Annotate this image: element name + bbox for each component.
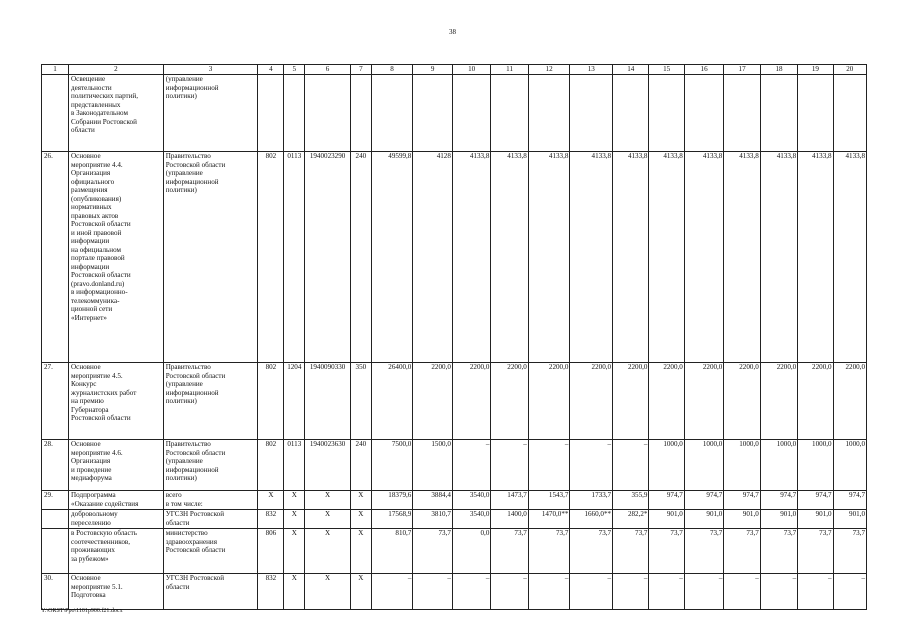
amount-cell [649, 75, 684, 152]
amount-cell: – [684, 574, 724, 610]
amount-cell: 73,7 [413, 529, 453, 574]
executor-cell: всего в том числе: [163, 491, 258, 510]
amount-cell: 1470,0** [528, 510, 570, 529]
program-name-cell: Подпрограмма «Оказание содействия [69, 491, 164, 510]
budget-table [41, 64, 867, 610]
amount-cell: 2200,0 [684, 363, 724, 440]
table-row [42, 529, 867, 574]
column-header: 3 [163, 65, 258, 75]
amount-cell: – [413, 574, 453, 610]
amount-cell: 901,0 [649, 510, 684, 529]
amount-cell [760, 75, 797, 152]
executor-cell: УГСЗН Ростовской области [163, 510, 258, 529]
amount-cell: 1000,0 [798, 440, 833, 491]
executor-cell: министерство здравоохранения Ростовской области [163, 529, 258, 574]
table-row [42, 440, 867, 491]
amount-cell: 7500,0 [371, 440, 413, 491]
amount-cell: – [528, 574, 570, 610]
amount-cell: 1000,0 [684, 440, 724, 491]
amount-cell: 73,7 [528, 529, 570, 574]
amount-cell: 901,0 [760, 510, 797, 529]
column-header: 8 [371, 65, 413, 75]
amount-cell: 49599,8 [371, 152, 413, 363]
vr-code-cell: Х [350, 529, 371, 574]
column-header: 4 [258, 65, 284, 75]
column-header: 13 [570, 65, 613, 75]
grbs-code-cell: 802 [258, 152, 284, 363]
amount-cell: – [570, 440, 613, 491]
amount-cell: 282,2* [613, 510, 649, 529]
amount-cell: 2200,0 [413, 363, 453, 440]
table-row [42, 152, 867, 363]
amount-cell [684, 75, 724, 152]
program-name-cell: Основное мероприятие 4.6. Организация и проведение медиафорума [69, 440, 164, 491]
vr-code-cell: 240 [350, 152, 371, 363]
amount-cell: 974,7 [649, 491, 684, 510]
amount-cell: 4133,8 [684, 152, 724, 363]
amount-cell: 901,0 [684, 510, 724, 529]
table-row [42, 510, 867, 529]
rzpr-code-cell: 1204 [284, 363, 305, 440]
amount-cell: 73,7 [798, 529, 833, 574]
amount-cell: 810,7 [371, 529, 413, 574]
amount-cell [371, 75, 413, 152]
row-number: 26. [42, 152, 69, 363]
rzpr-code-cell: 0113 [284, 440, 305, 491]
amount-cell: 3810,7 [413, 510, 453, 529]
amount-cell: 974,7 [724, 491, 760, 510]
amount-cell: – [833, 574, 866, 610]
program-name-cell: в Ростовскую область соотечественников, проживающих за рубежом» [69, 529, 164, 574]
amount-cell: 73,7 [649, 529, 684, 574]
vr-code-cell: Х [350, 491, 371, 510]
program-name-cell: добровольному переселению [69, 510, 164, 529]
column-header: 1 [42, 65, 69, 75]
amount-cell: 4133,8 [613, 152, 649, 363]
rzpr-code-cell: Х [284, 491, 305, 510]
amount-cell: 4133,8 [528, 152, 570, 363]
amount-cell: – [371, 574, 413, 610]
amount-cell: 2200,0 [570, 363, 613, 440]
amount-cell: 73,7 [760, 529, 797, 574]
amount-cell: 355,9 [613, 491, 649, 510]
amount-cell: 2200,0 [649, 363, 684, 440]
table-row [42, 75, 867, 152]
row-number [42, 529, 69, 574]
amount-cell [491, 75, 528, 152]
amount-cell: – [452, 440, 490, 491]
row-number: 27. [42, 363, 69, 440]
column-header: 2 [69, 65, 164, 75]
amount-cell: 2200,0 [833, 363, 866, 440]
amount-cell: 2200,0 [760, 363, 797, 440]
vr-code-cell: Х [350, 510, 371, 529]
column-header: 5 [284, 65, 305, 75]
amount-cell: 73,7 [491, 529, 528, 574]
row-number: 30. [42, 574, 69, 610]
amount-cell: 974,7 [798, 491, 833, 510]
amount-cell [413, 75, 453, 152]
column-header: 12 [528, 65, 570, 75]
amount-cell: 4133,8 [491, 152, 528, 363]
amount-cell: 4133,8 [724, 152, 760, 363]
column-header: 19 [798, 65, 833, 75]
amount-cell: 2200,0 [798, 363, 833, 440]
amount-cell: 1000,0 [724, 440, 760, 491]
column-header: 20 [833, 65, 866, 75]
column-header: 15 [649, 65, 684, 75]
amount-cell: 1000,0 [649, 440, 684, 491]
amount-cell: – [613, 440, 649, 491]
row-number [42, 75, 69, 152]
amount-cell: – [613, 574, 649, 610]
amount-cell: – [649, 574, 684, 610]
amount-cell [528, 75, 570, 152]
column-header: 18 [760, 65, 797, 75]
table-row [42, 491, 867, 510]
column-header: 6 [305, 65, 351, 75]
page-number: 38 [449, 28, 456, 36]
csr-code-cell: Х [305, 574, 351, 610]
amount-cell: 0,0 [452, 529, 490, 574]
footer-file-path: Y:\ORST\Ppo\1101p900.f21.docx [41, 608, 123, 614]
amount-cell: – [528, 440, 570, 491]
amount-cell: 1660,0** [570, 510, 613, 529]
amount-cell: 901,0 [833, 510, 866, 529]
amount-cell: 3884,4 [413, 491, 453, 510]
rzpr-code-cell: 0113 [284, 152, 305, 363]
program-name-cell: Освещение деятельности политических партий, представленных в Законодательном Собрании Ростовской области [69, 75, 164, 152]
amount-cell: – [452, 574, 490, 610]
program-name-cell: Основное мероприятие 4.5. Конкурс журналистских работ на премию Губернатора Ростовской области [69, 363, 164, 440]
amount-cell: – [760, 574, 797, 610]
amount-cell: 2200,0 [528, 363, 570, 440]
amount-cell: 17568,9 [371, 510, 413, 529]
amount-cell: 73,7 [613, 529, 649, 574]
csr-code-cell [305, 75, 351, 152]
amount-cell: 18379,6 [371, 491, 413, 510]
amount-cell: – [798, 574, 833, 610]
vr-code-cell: 350 [350, 363, 371, 440]
grbs-code-cell: 802 [258, 363, 284, 440]
amount-cell: 1733,7 [570, 491, 613, 510]
executor-cell: Правительство Ростовской области (управление информационной политики) [163, 363, 258, 440]
amount-cell: 4128 [413, 152, 453, 363]
grbs-code-cell [258, 75, 284, 152]
amount-cell: 1500,0 [413, 440, 453, 491]
grbs-code-cell: 802 [258, 440, 284, 491]
amount-cell: 1000,0 [760, 440, 797, 491]
row-number: 29. [42, 491, 69, 510]
amount-cell: 4133,8 [760, 152, 797, 363]
table-header-row [42, 65, 867, 75]
amount-cell: – [570, 574, 613, 610]
executor-cell: Правительство Ростовской области (управление информационной политики) [163, 152, 258, 363]
column-header: 14 [613, 65, 649, 75]
column-header: 9 [413, 65, 453, 75]
column-header: 17 [724, 65, 760, 75]
amount-cell: 3540,0 [452, 510, 490, 529]
amount-cell: 2200,0 [724, 363, 760, 440]
executor-cell: УГСЗН Ростовской области [163, 574, 258, 610]
amount-cell [798, 75, 833, 152]
amount-cell: 4133,8 [452, 152, 490, 363]
rzpr-code-cell: Х [284, 529, 305, 574]
amount-cell: 1473,7 [491, 491, 528, 510]
csr-code-cell: 1940023630 [305, 440, 351, 491]
program-name-cell: Основное мероприятие 4.4. Организация официального размещения (опубликования) нормативных правовых актов Ростовской области и иной правовой информации на официальном портале правовой информации Ростовской области (pravo.donland.ru) в информационно- телекоммуника- ционной сети «Интернет» [69, 152, 164, 363]
rzpr-code-cell: Х [284, 574, 305, 610]
vr-code-cell [350, 75, 371, 152]
amount-cell [570, 75, 613, 152]
column-header: 10 [452, 65, 490, 75]
amount-cell: 73,7 [833, 529, 866, 574]
amount-cell: 2200,0 [491, 363, 528, 440]
executor-cell: (управление информационной политики) [163, 75, 258, 152]
column-header: 11 [491, 65, 528, 75]
amount-cell: 73,7 [724, 529, 760, 574]
amount-cell: 4133,8 [798, 152, 833, 363]
table-row [42, 363, 867, 440]
grbs-code-cell: Х [258, 491, 284, 510]
grbs-code-cell: 806 [258, 529, 284, 574]
amount-cell: – [491, 574, 528, 610]
amount-cell: 73,7 [684, 529, 724, 574]
csr-code-cell: Х [305, 491, 351, 510]
amount-cell: 901,0 [798, 510, 833, 529]
amount-cell: 73,7 [570, 529, 613, 574]
row-number: 28. [42, 440, 69, 491]
executor-cell: Правительство Ростовской области (управление информационной политики) [163, 440, 258, 491]
amount-cell: 1400,0 [491, 510, 528, 529]
csr-code-cell: Х [305, 529, 351, 574]
csr-code-cell: 1940023290 [305, 152, 351, 363]
column-header: 16 [684, 65, 724, 75]
amount-cell [613, 75, 649, 152]
table-row [42, 574, 867, 610]
vr-code-cell: 240 [350, 440, 371, 491]
amount-cell [452, 75, 490, 152]
grbs-code-cell: 832 [258, 510, 284, 529]
csr-code-cell: Х [305, 510, 351, 529]
program-name-cell: Основное мероприятие 5.1. Подготовка [69, 574, 164, 610]
amount-cell: – [491, 440, 528, 491]
amount-cell: 974,7 [833, 491, 866, 510]
amount-cell [724, 75, 760, 152]
rzpr-code-cell [284, 75, 305, 152]
row-number [42, 510, 69, 529]
amount-cell: 4133,8 [649, 152, 684, 363]
amount-cell: 974,7 [684, 491, 724, 510]
amount-cell: 2200,0 [613, 363, 649, 440]
amount-cell: 3540,0 [452, 491, 490, 510]
amount-cell: – [724, 574, 760, 610]
amount-cell: 974,7 [760, 491, 797, 510]
grbs-code-cell: 832 [258, 574, 284, 610]
amount-cell: 901,0 [724, 510, 760, 529]
amount-cell: 2200,0 [452, 363, 490, 440]
amount-cell [833, 75, 866, 152]
csr-code-cell: 1940090330 [305, 363, 351, 440]
amount-cell: 1000,0 [833, 440, 866, 491]
amount-cell: 4133,8 [570, 152, 613, 363]
rzpr-code-cell: Х [284, 510, 305, 529]
amount-cell: 1543,7 [528, 491, 570, 510]
amount-cell: 26400,0 [371, 363, 413, 440]
vr-code-cell: Х [350, 574, 371, 610]
column-header: 7 [350, 65, 371, 75]
amount-cell: 4133,8 [833, 152, 866, 363]
